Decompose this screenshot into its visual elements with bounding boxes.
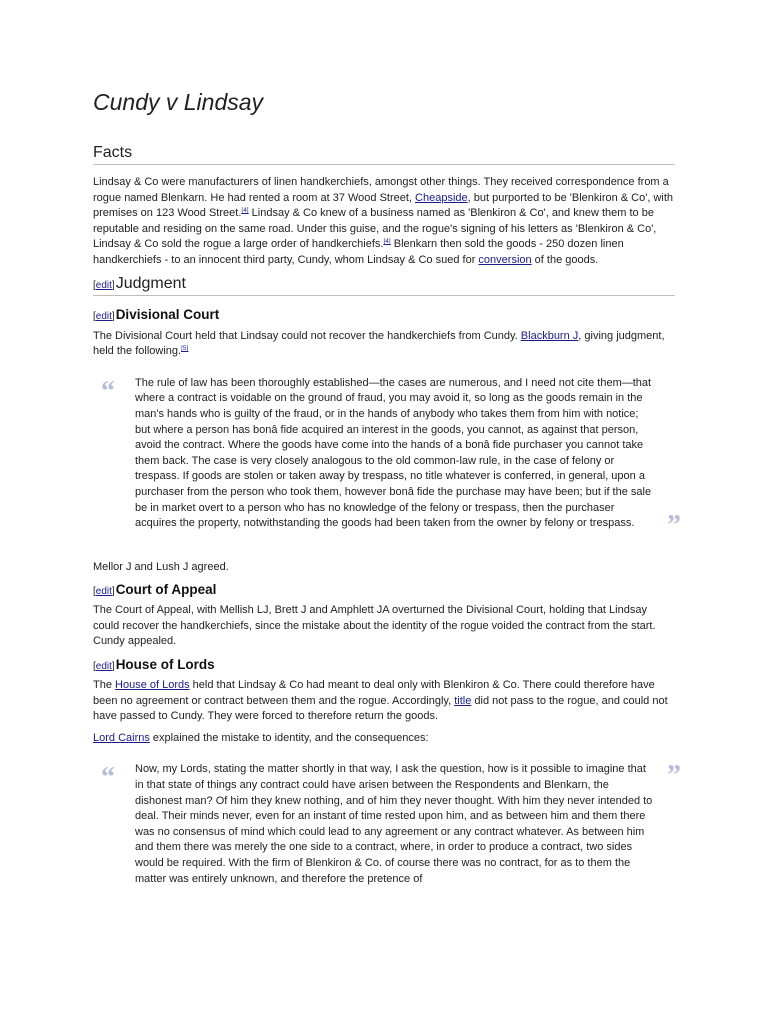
edit-divisional: [edit] xyxy=(93,310,115,322)
lords-paragraph xyxy=(93,678,675,725)
edit-appeal: [edit] xyxy=(93,586,115,598)
appeal-paragraph: The Court of Appeal, with Mellish LJ, Brett J and Amphlett JA overturned the Divisional Court, holding that Lindsay could recover the handkerchiefs, since the mistake about the identity of the rogue voided the contract from the start. Cundy appealed. xyxy=(93,604,656,648)
cairns-paragraph xyxy=(93,731,675,747)
section-heading-judgment xyxy=(93,275,675,296)
divisional-text-1: The Divisional Court held that Lindsay could not recover the handkerchiefs from Cundy. xyxy=(93,329,521,342)
mellor-paragraph: Mellor J and Lush J agreed. xyxy=(93,560,229,573)
house-of-lords-heading: House of Lords xyxy=(115,657,215,673)
court-of-appeal-heading: Court of Appeal xyxy=(115,582,217,598)
edit-judgment: [edit] xyxy=(93,279,115,291)
cairns-text: explained the mistake to identity, and the consequences: xyxy=(149,731,429,744)
reference-5-link[interactable]: [5] xyxy=(181,345,189,353)
edit-link-appeal[interactable]: edit xyxy=(95,586,112,598)
facts-paragraph xyxy=(93,175,675,269)
blackburn-quote xyxy=(93,375,681,541)
open-quote-icon-2: “ xyxy=(101,762,115,794)
facts-text-4: Blenkarn then sold the goods - 250 dozen linen handkerchiefs - to an innocent third party, Cundy, whom Lindsay & Co sued for xyxy=(93,238,624,266)
section-heading-facts xyxy=(93,144,675,165)
blackburn-quote-text: The rule of law has been thoroughly established—the cases are numerous, and I need not cite them—that where a contract is voidable on the ground of fraud, you may avoid it, so long as the goods remain in the man's hands who is guilty of the fraud, or in the hands of anybody who takes them from him with notice; but where a person has bonâ fide acquired an interest in the goods, you cannot, as against that person, avoid the contract. Where the goods have come into the hands of a bonâ fide purchaser you cannot take them back. The case is very closely analogous to the old common-law rule, in the case of felony or trespass. If goods are stolen or taken away by trespass, no title whatever is conferred, in general, upon a purchaser from the person who took them, however bonâ fide the purchase may have been; but if the sale be in market overt to a person who has no knowledge of the felony or trespass, then the purchaser acquires the property, notwithstanding the goods had been taken from the owner by felony or trespass. xyxy=(135,376,652,530)
article xyxy=(93,88,681,887)
reference-4-link-second[interactable]: [4] xyxy=(383,238,391,246)
facts-text-3: Lindsay & Co knew of a business named as 'Blenkiron & Co', and knew them to be reputable and residing on the same road. Under this guise, and the rogue's signing of his letters as 'Blenkiron & Co', Lindsay & Co sold the rogue a large order of handkerchiefs. xyxy=(93,207,657,251)
judgment-heading: Judgment xyxy=(115,274,186,292)
lords-text-3: did not pass to the rogue, and could not have passed to Cundy. They were forced to therefore return the goods. xyxy=(93,694,668,723)
divisional-text-2: , giving judgment, held the following. xyxy=(93,329,665,358)
facts-text-5: of the goods. xyxy=(531,253,599,266)
divisional-paragraph xyxy=(93,329,675,360)
edit-lords: [edit] xyxy=(93,661,115,673)
title-link[interactable]: title xyxy=(454,694,472,707)
page-title: Cundy v Lindsay xyxy=(93,89,264,115)
cairns-quote-text: Now, my Lords, stating the matter shortly in that way, I ask the question, how is it possible to imagine that in that state of things any contract could have arisen between the Respondents and Blenkarn, the dishonest man? Of him they knew nothing, and of him they never thought. With him they never intended to deal. Their minds never, even for an instant of time rested upon him, and as between him and them there was no consensus of mind which could lead to any agreement or any contract whatever. As between him and them there was merely the one side to a contract, where, in order to produce a contract, two sides would be required. With the firm of Blenkiron & Co. of course there was no contract, for as to them the matter was entirely unknown, and therefore the pretence of xyxy=(135,763,653,885)
close-quote-icon-2: ” xyxy=(667,760,681,792)
lord-cairns-link[interactable]: Lord Cairns xyxy=(93,731,150,744)
blackburn-link[interactable]: Blackburn J xyxy=(520,329,579,342)
cairns-quote xyxy=(93,760,681,887)
edit-link-divisional[interactable]: edit xyxy=(95,310,112,322)
house-of-lords-link[interactable]: House of Lords xyxy=(115,679,190,692)
lords-text-1: The xyxy=(93,679,116,692)
divisional-court-heading: Divisional Court xyxy=(115,306,220,322)
facts-text-1: Lindsay & Co were manufacturers of linen handkerchiefs, amongst other things. They received correspondence from a rogue named Blenkarn. He had rented a room at 37 Wood Street, xyxy=(93,176,669,204)
section-heading-appeal xyxy=(93,582,675,597)
cheapside-link[interactable]: Cheapside xyxy=(415,191,468,204)
section-heading-lords xyxy=(93,657,675,672)
facts-heading: Facts xyxy=(93,144,133,161)
edit-link-lords[interactable]: edit xyxy=(95,661,112,673)
edit-link-judgment[interactable]: edit xyxy=(95,279,112,291)
open-quote-icon: “ xyxy=(101,375,115,407)
lords-text-2: held that Lindsay & Co had meant to deal only with Blenkiron & Co. There could therefore have been no agreement or contract between them and the rogue. Accordingly, xyxy=(93,679,655,707)
section-heading-divisional xyxy=(93,307,675,322)
reference-4-link[interactable]: [4] xyxy=(241,207,249,215)
conversion-link[interactable]: conversion xyxy=(478,253,532,266)
close-quote-icon: ” xyxy=(667,509,681,541)
facts-text-2: , but purported to be 'Blenkiron & Co', with premises on 123 Wood Street. xyxy=(93,191,674,220)
